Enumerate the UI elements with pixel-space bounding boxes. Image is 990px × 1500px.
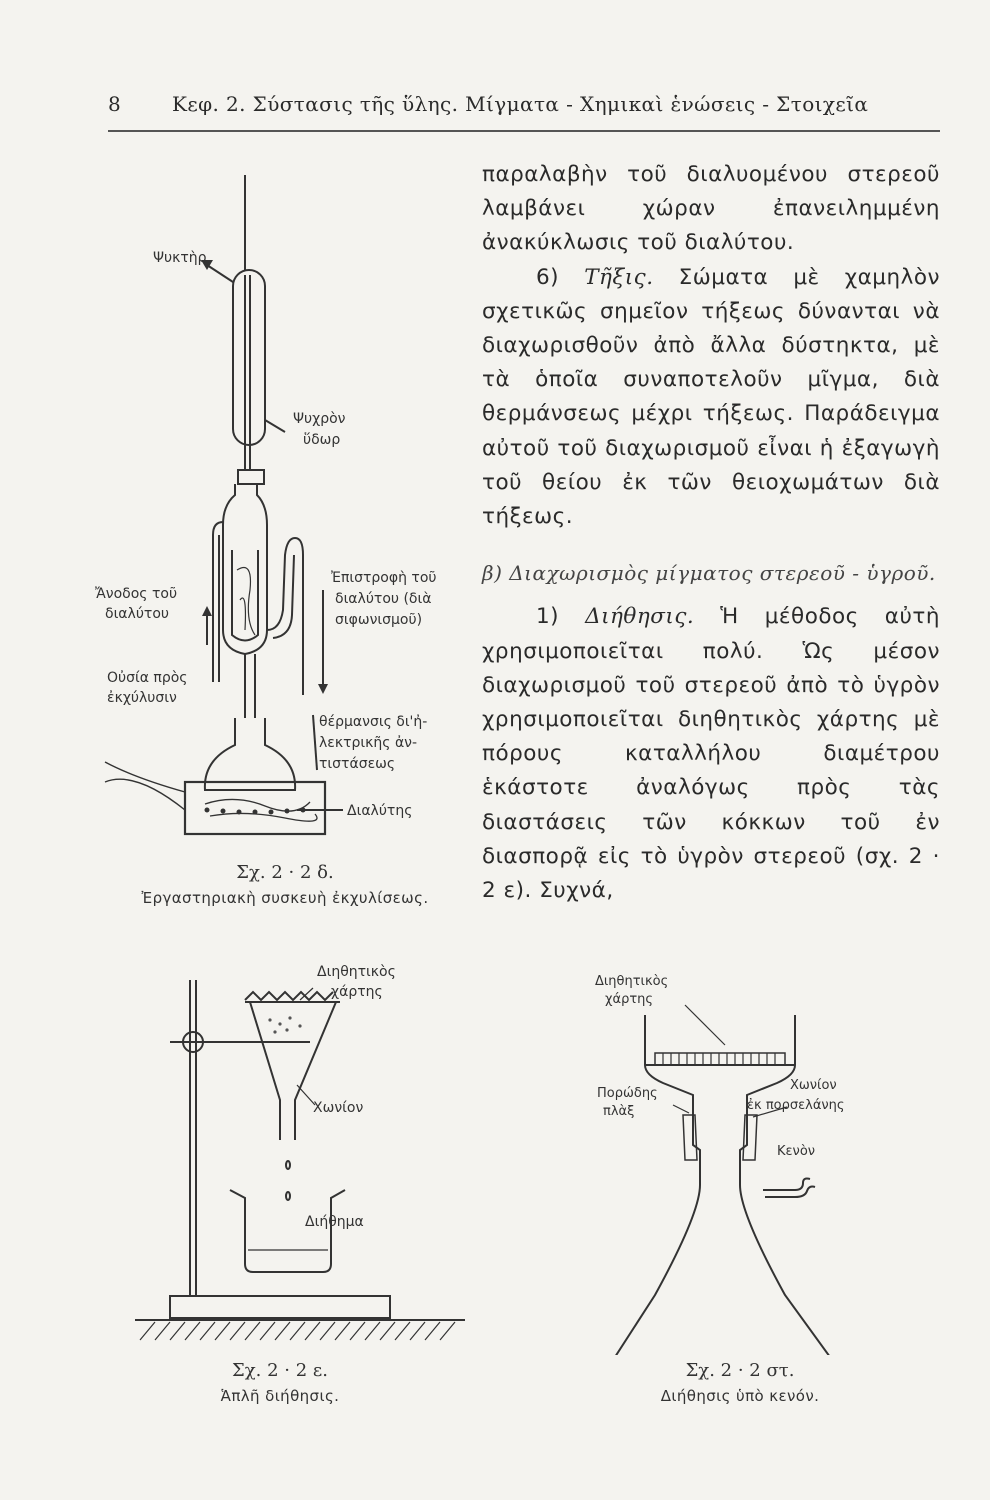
- caption-text: Ἁπλῆ διήθησις.: [220, 1387, 340, 1405]
- label-heating-1: θέρμανσις δι'ἠ-: [319, 714, 428, 730]
- running-title: Κεφ. 2. Σύστασις τῆς ὕλης. Μίγματα - Χημικαὶ ἑνώσεις - Στοιχεῖα: [172, 92, 869, 116]
- paragraph-fusion: [482, 261, 940, 535]
- caption-text: Διήθησις ὑπὸ κενόν.: [660, 1387, 820, 1405]
- label-funnel: Χωνίον: [313, 1100, 364, 1116]
- caption-number: Σχ. 2 · 2 ε.: [232, 1360, 328, 1381]
- vacuum-filtration-drawing: [585, 965, 910, 1355]
- label-porous-2: πλὰξ: [603, 1104, 635, 1119]
- item-heading: Τῆξις.: [584, 264, 654, 290]
- label-return-2: διαλύτου (διὰ: [335, 591, 432, 607]
- item-label: 1): [536, 604, 560, 630]
- page-header: [108, 92, 940, 132]
- label-cold-water-1: Ψυχρὸν: [293, 411, 346, 427]
- body-text: [482, 158, 940, 908]
- caption-figure-d: [100, 862, 470, 907]
- item-label: 6): [536, 264, 560, 290]
- label-funnel-1: Χωνίον: [790, 1078, 837, 1093]
- caption-number: Σχ. 2 · 2 δ.: [236, 862, 334, 883]
- label-heating-3: τιστάσεως: [319, 756, 396, 772]
- caption-text: Ἐργαστηριακὴ συσκευὴ ἐκχυλίσεως.: [141, 889, 429, 907]
- label-heating-2: λεκτρικῆς ἀν-: [319, 735, 418, 751]
- label-return-1: Ἐπιστροφὴ τοῦ: [331, 570, 437, 586]
- figure-extraction-apparatus: [95, 170, 480, 860]
- header-rule: [108, 130, 940, 132]
- label-substance-2: ἐκχύλυσιν: [107, 690, 177, 706]
- extraction-apparatus-drawing: [95, 170, 480, 860]
- paragraph-text: Ἡ μέθοδος αὐτὴ χρησιμοποιεῖται πολύ. Ὡς μέσον διαχωρισμοῦ τοῦ στερεοῦ ἀπὸ τὸ ὑγρὸν χρησιμοποιεῖται διηθητικὸς χάρτης μὲ πόρους καταλλήλου διαμέτρου ἑκάστοτε ἀναλόγως πρὸς τὰς διαστάσεις τῶν κόκκων τοῦ ἐν διασπορᾷ εἰς τὸ ὑγρὸν στερεοῦ (σχ. 2 · 2 ε). Συχνά,: [482, 604, 940, 904]
- item-heading: Διήθησις.: [585, 604, 695, 630]
- label-solvent: Διαλύτης: [347, 803, 413, 819]
- label-filter-paper-1: Διηθητικὸς: [317, 964, 396, 980]
- caption-figure-st: [600, 1360, 880, 1405]
- label-solvent-up-1: Ἄνοδος τοῦ: [95, 586, 178, 602]
- label-funnel-2: ἐκ πορσελάνης: [747, 1098, 845, 1113]
- label-filter-paper-1: Διηθητικὸς: [595, 974, 669, 989]
- label-solvent-up-2: διαλύτου: [105, 606, 170, 622]
- label-filter-paper-2: χάρτης: [331, 984, 383, 1000]
- caption-figure-e: [160, 1360, 400, 1405]
- paragraph-continuation: παραλαβὴν τοῦ διαλυομένου στερεοῦ λαμβάνει χώραν ἐπανειλημμένη ἀνακύκλωσις τοῦ διαλύτου.: [482, 162, 940, 256]
- label-return-3: σιφωνισμοῦ): [335, 612, 423, 628]
- label-cold-water-2: ὕδωρ: [303, 432, 341, 448]
- label-cooler: Ψυκτὴρ: [153, 250, 207, 266]
- label-porous-1: Πορώδης: [597, 1086, 658, 1101]
- label-substance-1: Οὐσία πρὸς: [107, 670, 188, 686]
- label-vacuum: Κενὸν: [777, 1144, 816, 1159]
- figure-simple-filtration: [135, 960, 470, 1355]
- paragraph-filtration: [482, 600, 940, 908]
- simple-filtration-drawing: [135, 960, 470, 1355]
- caption-number: Σχ. 2 · 2 στ.: [685, 1360, 795, 1381]
- label-filter-paper-2: χάρτης: [605, 992, 654, 1007]
- paragraph-text: Σώματα μὲ χαμηλὸν σχετικῶς σημεῖον τήξεως δύνανται νὰ διαχωρισθοῦν ἀπὸ ἄλλα δύστηκτα, μὲ τὰ ὁποῖα συναποτελοῦν μῖγμα, διὰ θερμάνσεως μέχρι τήξεως. Παράδειγμα αὐτοῦ τοῦ διαχωρισμοῦ εἶναι ἡ ἐξαγωγὴ τοῦ θείου ἐκ τῶν θειοχωμάτων διὰ τήξεως.: [482, 264, 941, 530]
- section-heading: β) Διαχωρισμὸς μίγματος στερεοῦ - ὑγροῦ.: [482, 561, 936, 586]
- label-filtrate: Διήθημα: [305, 1214, 364, 1230]
- page-number: 8: [108, 92, 122, 116]
- figure-vacuum-filtration: [585, 965, 910, 1355]
